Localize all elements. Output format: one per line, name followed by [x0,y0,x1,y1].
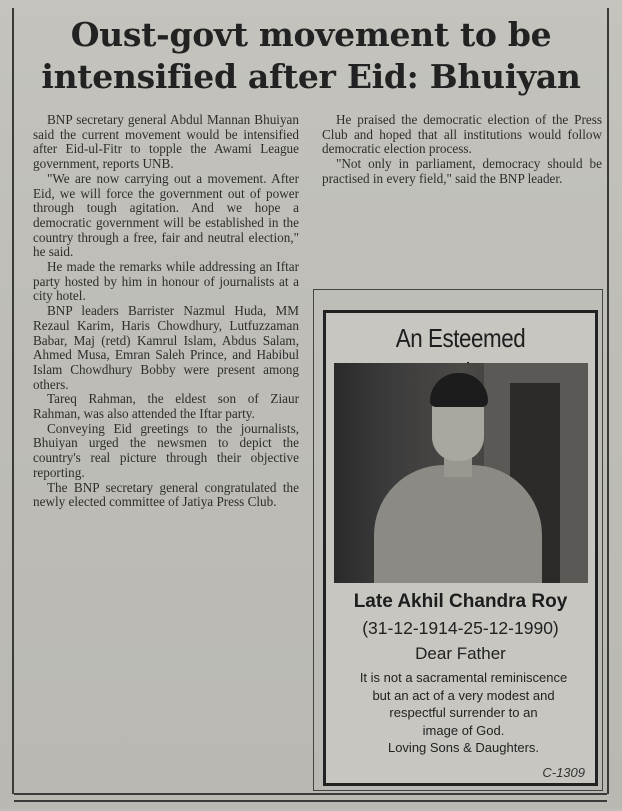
photo-hair [430,373,488,407]
deceased-name: Late Akhil Chandra Roy [353,591,568,612]
column-rule-right [607,8,609,794]
column-rule-left [12,8,14,794]
paragraph: Tareq Rahman, the eldest son of Ziaur Rahman, was also attended the Iftar party. [33,391,299,422]
article-column-left [33,113,299,510]
paragraph: The BNP secretary general congratulated the newly elected committee of Jatiya Press Club. [33,479,299,510]
portrait-photo [334,363,588,583]
headline: Oust-govt movement to be intensified after Eid: Bhuiyan [41,15,581,96]
next-article-border [14,800,607,811]
article-column-right [322,113,602,187]
ad-title: An Esteemed [395,323,526,353]
message-line: Loving Sons & Daughters. [387,740,540,755]
photo-torso [374,465,542,583]
remembrance-advertisement [323,310,598,786]
ad-code: C-1309 [542,765,585,780]
message-line: but an act of a very modest and [372,687,555,703]
paragraph: "Not only in parliament, democracy should be practised in every field," said the BNP leader. [322,156,602,186]
paragraph: He made the remarks while addressing an Iftar party hosted by him in honour of journalists at a city hotel. [33,259,299,304]
paragraph: He praised the democratic election of the Press Club and hoped that all institutions would follow democratic election process. [322,112,602,157]
message-line: image of God. [422,722,505,738]
paragraph: BNP leaders Barrister Nazmul Huda, MM Rezaul Karim, Haris Chowdhury, Lutfuzzaman Babar, Maj (retd) Kamrul Islam, Abdus Salam, Ahmed Musa, Emran Saleh Prince, and Habibul Islam Chowdhury Bobby were present among others. [33,303,299,392]
paragraph: Conveying Eid greetings to the journalists, Bhuiyan urged the newsmen to depict the country's real picture through their objective reporting. [33,420,299,480]
relation-label: Dear Father [415,644,506,663]
life-dates: (31-12-1914-25-12-1990) [362,618,559,638]
bottom-rule [14,793,607,795]
message-line: respectful surrender to an [389,705,538,720]
remembrance-message [332,669,595,757]
paragraph: "We are now carrying out a movement. After Eid, we will force the government out of power through tough agitation. And we hope a democratic government will be established in the country through a free, fair and neutral election," he said. [33,170,299,260]
paragraph: BNP secretary general Abdul Mannan Bhuiyan said the current movement would be intensified after Eid-ul-Fitr to topple the Awami League government, reports UNB. [33,112,299,172]
message-line: It is not a sacramental reminiscence [359,670,568,685]
